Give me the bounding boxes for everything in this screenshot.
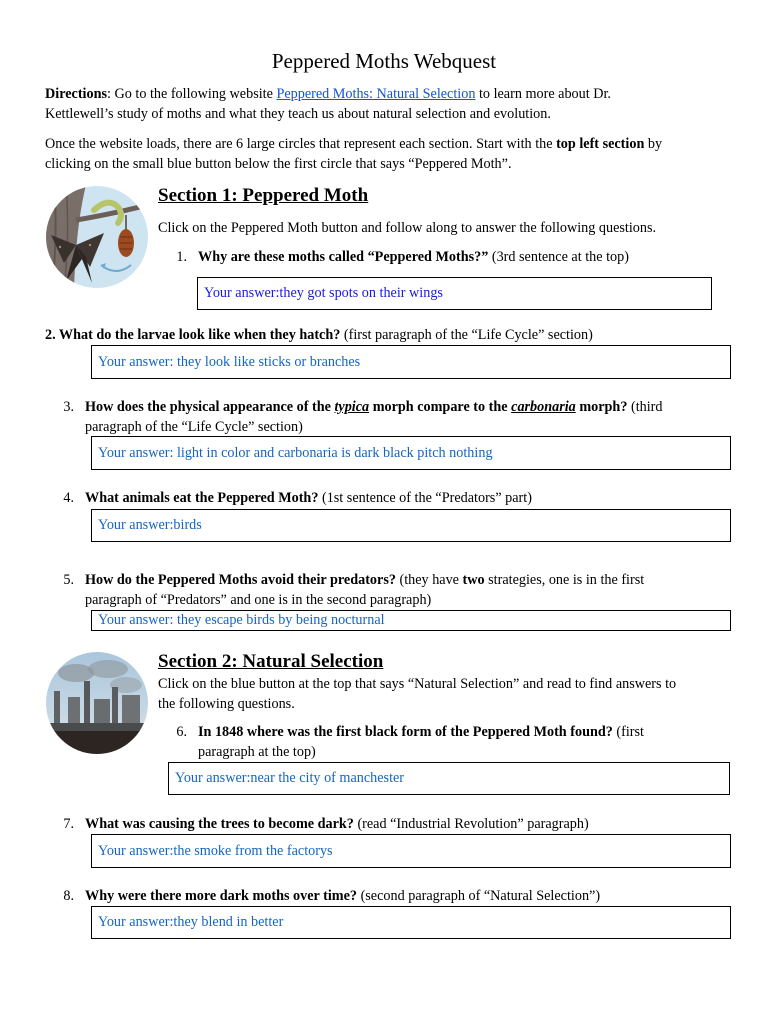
- q1-answer: Your answer:they got spots on their wings: [204, 285, 443, 301]
- section1-title: Section 1: Peppered Moth: [158, 185, 369, 206]
- q2-answer: Your answer: they look like sticks or branches: [98, 354, 361, 370]
- q3-number: 3.: [63, 399, 74, 415]
- q3-answer-box[interactable]: [91, 436, 731, 470]
- q5-answer: Your answer: they escape birds by being nocturnal: [98, 612, 385, 628]
- q6-answer: Your answer:near the city of manchester: [175, 770, 405, 786]
- q6-hint-b: paragraph at the top): [198, 743, 316, 760]
- q7-question: What was causing the trees to become dark?: [85, 816, 354, 832]
- intro-text-b: by: [644, 136, 663, 152]
- q1-hint: (3rd sentence at the top): [488, 249, 629, 265]
- q4-number: 4.: [63, 490, 74, 506]
- section1-instruction: Click on the Peppered Moth button and follow along to answer the following questions.: [158, 220, 657, 236]
- q5-number: 5.: [63, 572, 74, 588]
- q8-answer-box[interactable]: [91, 906, 731, 939]
- q4-question: What animals eat the Peppered Moth?: [85, 490, 319, 506]
- website-link[interactable]: Peppered Moths: Natural Selection: [276, 86, 476, 102]
- q5-answer-box[interactable]: [91, 610, 731, 631]
- industrial-city-icon: [46, 651, 149, 755]
- q1-question: Why are these moths called “Peppered Moths?”: [198, 249, 489, 265]
- q7-hint: (read “Industrial Revolution” paragraph): [353, 816, 589, 832]
- page-title: Peppered Moths Webquest: [271, 49, 497, 73]
- q5-hint-a: (they have: [395, 572, 463, 588]
- directions-text-after: to learn more about Dr.: [475, 86, 611, 102]
- q5-hint-c: paragraph of “Predators” and one is in the second paragraph): [85, 591, 432, 608]
- q2-hint: (first paragraph of the “Life Cycle” section): [340, 327, 593, 343]
- q3-text: [85, 398, 735, 437]
- q6-question: In 1848 where was the first black form of the Peppered Moth found?: [198, 724, 613, 740]
- q6-text: [198, 723, 738, 762]
- q3-answer: Your answer: light in color and carbonaria is dark black pitch nothing: [98, 445, 493, 461]
- q2-text: [45, 326, 745, 346]
- directions-text-line2: Kettlewell’s study of moths and what they teach us about natural selection and evolution.: [45, 105, 551, 122]
- q3-question-a: How does the physical appearance of the: [85, 399, 335, 415]
- intro-bold: top left section: [556, 136, 645, 152]
- q7-answer: Your answer:the smoke from the factorys: [98, 843, 333, 859]
- q1-answer-box[interactable]: [197, 277, 712, 310]
- q2-answer-box[interactable]: [91, 345, 731, 379]
- section2-instruction-line1: Click on the blue button at the top that says “Natural Selection” and read to find answers to: [158, 676, 677, 692]
- q3-question-c: morph?: [575, 399, 628, 415]
- q7-number: 7.: [63, 816, 74, 832]
- q5-text: [85, 571, 735, 610]
- q8-text: [85, 887, 735, 907]
- q5-hint-b: strategies, one is in the first: [484, 572, 645, 588]
- q4-answer: Your answer:birds: [98, 517, 202, 533]
- q4-hint: (1st sentence of the “Predators” part): [318, 490, 532, 506]
- q1-text: [198, 248, 738, 268]
- section2-instruction: [158, 675, 738, 714]
- q4-answer-box[interactable]: [91, 509, 731, 542]
- q8-number: 8.: [63, 888, 74, 904]
- q7-text: [85, 815, 735, 835]
- q2-question: 2. What do the larvae look like when they hatch?: [45, 327, 341, 343]
- q1-number: 1.: [176, 249, 187, 265]
- q3-hint-b: paragraph of the “Life Cycle” section): [85, 418, 303, 435]
- q4-text: [85, 489, 735, 509]
- intro-text-line2: clicking on the small blue button below the first circle that says “Peppered Moth”.: [45, 155, 512, 172]
- directions-text: : Go to the following website: [107, 86, 277, 102]
- q3-question-b: morph compare to the: [369, 399, 512, 415]
- section2-title: Section 2: Natural Selection: [158, 651, 384, 672]
- q3-hint-a: (third: [627, 399, 663, 415]
- intro-text: Once the website loads, there are 6 large circles that represent each section. Start with the: [45, 136, 557, 152]
- q5-hint-bold: two: [462, 572, 485, 588]
- q6-hint-a: (first: [612, 724, 644, 740]
- q8-answer: Your answer:they blend in better: [98, 914, 284, 930]
- q6-number: 6.: [176, 724, 187, 740]
- q3-carbonaria: carbonaria: [511, 399, 576, 415]
- directions-label: Directions: [45, 86, 107, 102]
- peppered-moth-icon: [46, 185, 149, 290]
- directions-paragraph: [45, 85, 725, 124]
- q6-answer-box[interactable]: [168, 762, 730, 795]
- q5-question: How do the Peppered Moths avoid their predators?: [85, 572, 396, 588]
- section2-instruction-line2: the following questions.: [158, 695, 295, 712]
- q7-answer-box[interactable]: [91, 834, 731, 868]
- q8-question: Why were there more dark moths over time?: [85, 888, 358, 904]
- q8-hint: (second paragraph of “Natural Selection”): [357, 888, 601, 904]
- q3-typica: typica: [334, 399, 370, 415]
- intro-paragraph: [45, 135, 725, 174]
